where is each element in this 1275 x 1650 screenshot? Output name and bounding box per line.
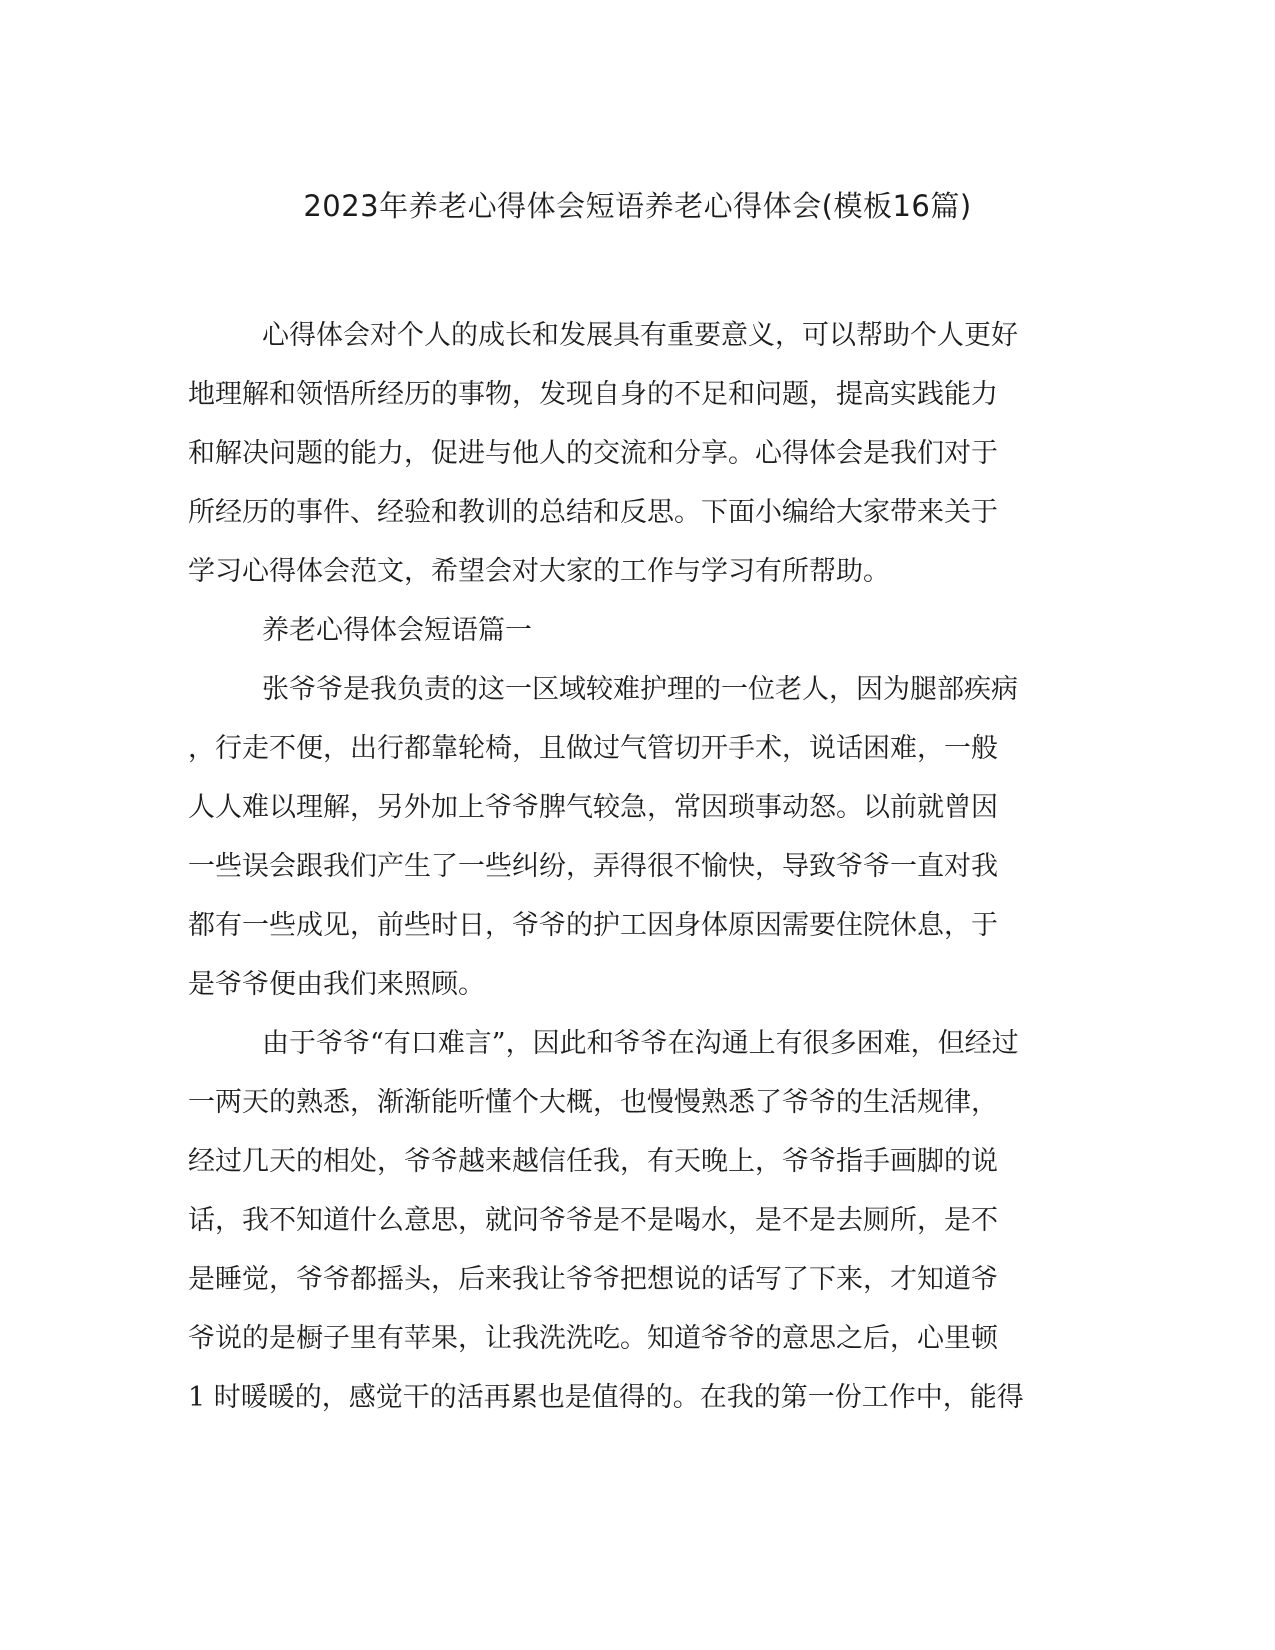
paragraph-1-line: 一些误会跟我们产生了一些纠纷，弄得很不愉快，导致爷爷一直对我 (188, 851, 998, 882)
paragraph-2-line: 经过几天的相处，爷爷越来越信任我，有天晚上，爷爷指手画脚的说 (188, 1146, 998, 1177)
paragraph-2-line: 1 时暖暖的，感觉干的活再累也是值得的。在我的第一份工作中，能得 (188, 1382, 1024, 1413)
intro-line: 心得体会对个人的成长和发展具有重要意义，可以帮助个人更好 (262, 320, 1018, 351)
paragraph-1-line: 是爷爷便由我们来照顾。 (188, 969, 485, 1000)
paragraph-2-line: 是睡觉，爷爷都摇头，后来我让爷爷把想说的话写了下来，才知道爷 (188, 1264, 998, 1295)
document-title: 2023年养老心得体会短语养老心得体会(模板16篇) (303, 189, 972, 223)
intro-line: 所经历的事件、经验和教训的总结和反思。下面小编给大家带来关于 (188, 497, 998, 528)
paragraph-2-line: 由于爷爷“有口难言”，因此和爷爷在沟通上有很多困难，但经过 (262, 1028, 1019, 1059)
paragraph-1-line: 都有一些成见，前些时日，爷爷的护工因身体原因需要住院休息，于 (188, 910, 998, 941)
paragraph-2-line: 爷说的是橱子里有苹果，让我洗洗吃。知道爷爷的意思之后，心里顿 (188, 1323, 998, 1354)
paragraph-2-line: 话，我不知道什么意思，就问爷爷是不是喝水，是不是去厕所，是不 (188, 1205, 998, 1236)
intro-line: 和解决问题的能力，促进与他人的交流和分享。心得体会是我们对于 (188, 438, 998, 469)
paragraph-1-line: ，行走不便，出行都靠轮椅，且做过气管切开手术，说话困难，一般 (188, 733, 998, 764)
paragraph-2-line: 一两天的熟悉，渐渐能听懂个大概，也慢慢熟悉了爷爷的生活规律， (188, 1087, 998, 1118)
paragraph-1-line: 人人难以理解，另外加上爷爷脾气较急，常因琐事动怒。以前就曾因 (188, 792, 998, 823)
intro-line: 学习心得体会范文，希望会对大家的工作与学习有所帮助。 (188, 556, 890, 587)
section-heading: 养老心得体会短语篇一 (262, 615, 532, 646)
intro-line: 地理解和领悟所经历的事物，发现自身的不足和问题，提高实践能力 (188, 379, 998, 410)
paragraph-1-line: 张爷爷是我负责的这一区域较难护理的一位老人，因为腿部疾病 (262, 674, 1018, 705)
